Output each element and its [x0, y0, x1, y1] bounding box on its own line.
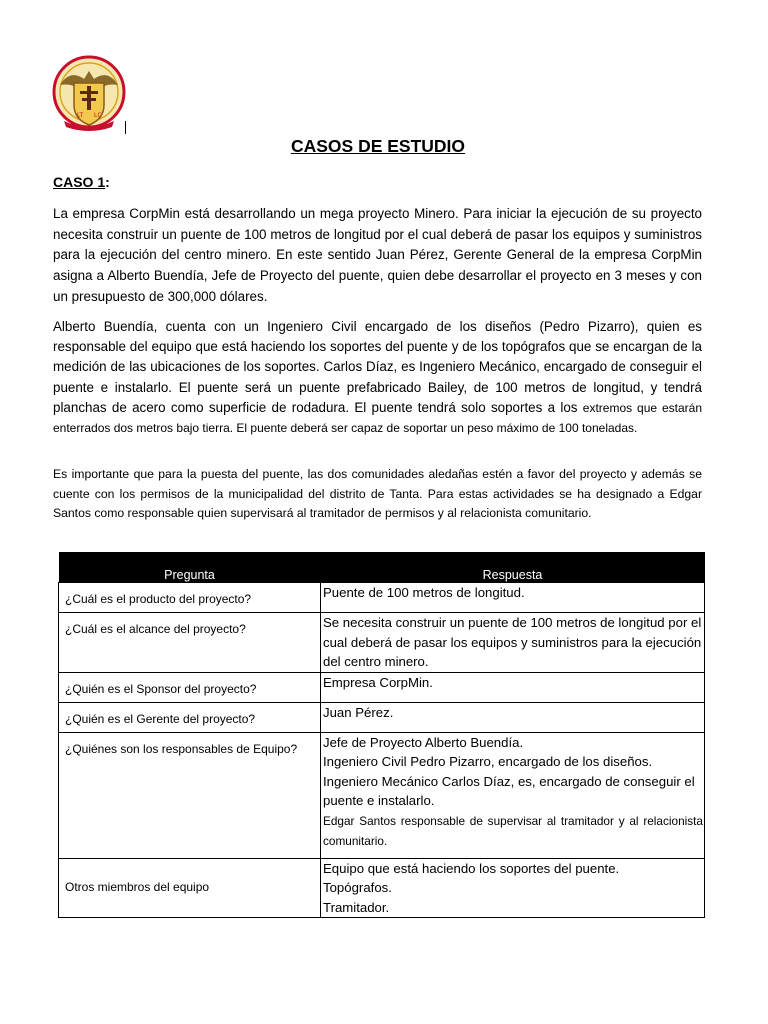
- table-row: [59, 732, 705, 858]
- case-label-suffix: :: [105, 174, 110, 190]
- answer-line: Edgar Santos responsable de supervisar al tramitador y al relacionista comunitario.: [323, 813, 703, 848]
- answer-line: Se necesita construir un puente de 100 metros de longitud por el cual deberá de pasar los equipos y suministros para la ejecución del centro minero.: [323, 615, 702, 669]
- paragraph-2: [53, 317, 702, 438]
- paragraph-2-tail: extremos que estarán enterrados dos metros bajo tierra. El puente deberá ser capaz de soportar un peso máximo de 100 toneladas.: [53, 400, 702, 436]
- answer-cell: [321, 732, 705, 858]
- answer-line: Equipo que está haciendo los soportes del puente.: [323, 860, 620, 876]
- answer-line: Tramitador.: [323, 899, 390, 915]
- answer-line: Juan Pérez.: [323, 704, 394, 720]
- question-cell: ¿Cuál es el producto del proyecto?: [59, 583, 321, 613]
- svg-text:LC: LC: [94, 112, 102, 119]
- answer-cell: [321, 672, 705, 702]
- answer-line: Topógrafos.: [323, 880, 392, 895]
- paragraph-1: La empresa CorpMin está desarrollando un mega proyecto Minero. Para iniciar la ejecución de su proyecto necesita construir un puente de 100 metros de longitud por el cual deberá de pasar los equipos y suministros para la ejecución del centro minero. En este sentido Juan Pérez, Gerente General de la empresa CorpMin asigna a Alberto Buendía, Jefe de Proyecto del puente, quien debe desarrollar el proyecto en 3 meses y con un presupuesto de 300,000 dólares.: [53, 206, 702, 304]
- answer-cell: [321, 583, 705, 613]
- answer-cell: [321, 858, 705, 918]
- answer-line: Puente de 100 metros de longitud.: [323, 585, 525, 600]
- answer-line: Empresa CorpMin.: [323, 674, 433, 690]
- case-label: CASO 1: [53, 174, 106, 190]
- crest-icon: [50, 55, 128, 133]
- question-cell: Otros miembros del equipo: [59, 858, 321, 918]
- qa-table: [58, 552, 705, 918]
- header-answer: Respuesta: [321, 552, 705, 583]
- question-cell: ¿Cuál es el alcance del proyecto?: [59, 613, 321, 673]
- answer-line: Jefe de Proyecto Alberto Buendía.: [323, 734, 524, 750]
- question-cell: ¿Quién es el Sponsor del proyecto?: [59, 672, 321, 702]
- header-question: Pregunta: [59, 552, 321, 583]
- svg-text:LT: LT: [77, 112, 84, 119]
- paragraph-3: Es importante que para la puesta del puente, las dos comunidades aledañas estén a favor del proyecto y además se cuente con los permisos de la municipalidad del distrito de Tanta. Para estas actividades se ha designado a Edgar Santos como responsable quien supervisará al tramitador de permisos y al relacionista comunitario.: [53, 467, 702, 520]
- answer-cell: [321, 702, 705, 732]
- table-row: [59, 702, 705, 732]
- answer-cell: [321, 613, 705, 673]
- answer-line: Ingeniero Mecánico Carlos Díaz, es, encargado de conseguir el puente e instalarlo.: [323, 773, 695, 808]
- question-cell: ¿Quién es el Gerente del proyecto?: [59, 702, 321, 732]
- table-row: [59, 858, 705, 918]
- page-title: CASOS DE ESTUDIO: [290, 136, 466, 156]
- case-heading: [53, 174, 110, 190]
- text-cursor: [125, 121, 126, 134]
- table-row: [59, 583, 705, 613]
- question-cell: ¿Quiénes son los responsables de Equipo?: [59, 732, 321, 858]
- table-row: [59, 672, 705, 702]
- table-row: [59, 613, 705, 673]
- paragraph-2-main: Alberto Buendía, cuenta con un Ingeniero Civil encargado de los diseños (Pedro Pizarro), quien es responsable del equipo que está haciendo los soportes del puente y de los topógrafos que se encargan de la medición de las ubicaciones de los soportes. Carlos Díaz, es Ingeniero Mecánico, encargado de conseguir el puente e instalarlo. El puente será un puente prefabricado Bailey, de 100 metros de longitud, y tendrá planchas de acero como superficie de rodadura. El puente tendrá solo soportes a los: [53, 319, 702, 415]
- table-header-row: [59, 552, 705, 583]
- answer-line: Ingeniero Civil Pedro Pizarro, encargado de los diseños.: [323, 754, 653, 769]
- university-crest-logo: [50, 55, 128, 133]
